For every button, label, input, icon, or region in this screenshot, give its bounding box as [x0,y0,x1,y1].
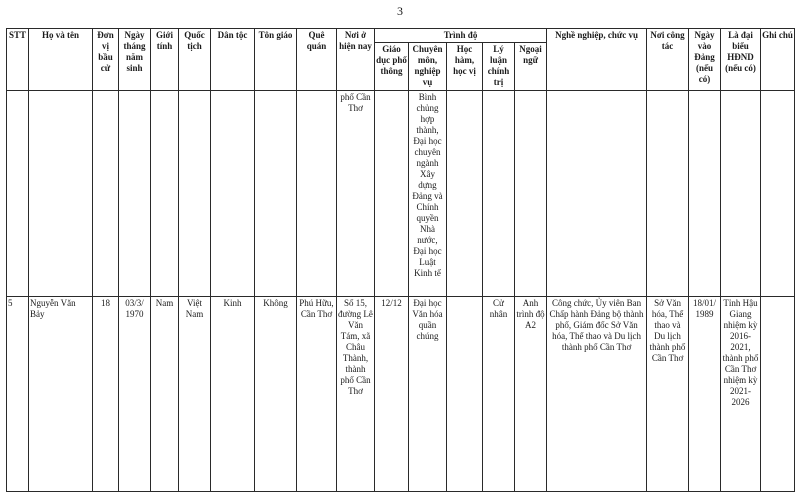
cell-ethnicity [211,91,255,297]
cell-stt [7,91,29,297]
cell-religion: Không [255,297,297,492]
page-number: 3 [397,4,403,18]
cell-party-date [689,91,721,297]
header-occupation: Nghề nghiệp, chức vụ [547,29,647,91]
cell-language [515,91,547,297]
table-row [7,297,795,492]
cell-party-date: 18/01/ 1989 [689,297,721,492]
cell-workplace [647,91,689,297]
cell-stt: 5 [7,297,29,492]
cell-name [29,91,93,297]
header-political: Lý luận chính trị [483,43,515,91]
cell-occupation [547,91,647,297]
cell-occupation: Công chức, Ủy viên Ban Chấp hành Đảng bộ thành phố, Giám đốc Sở Văn hóa, Thể thao và Du lịch thành phố Cần Thơ [547,297,647,492]
header-dob: Ngày tháng năm sinh [119,29,151,91]
header-education-group: Trình độ [375,29,547,43]
cell-name: Nguyễn Văn Bảy [29,297,93,492]
cell-residence: phố Cần Thơ [337,91,375,297]
cell-notes [761,297,795,492]
header-nationality: Quốc tịch [179,29,211,91]
header-party-date: Ngày vào Đảng (nếu có) [689,29,721,91]
cell-political [483,91,515,297]
header-general-edu: Giáo dục phổ thông [375,43,409,91]
cell-language: Anh trình độ A2 [515,297,547,492]
cell-professional: Bình chủng hợp thành, Đại học chuyên ngành Xây dựng Đảng và Chính quyền Nhà nước, Đại học Luật Kinh tế [409,91,447,297]
cell-hometown: Phú Hữu, Cần Thơ [297,297,337,492]
cell-nationality: Việt Nam [179,297,211,492]
cell-dob: 03/3/ 1970 [119,297,151,492]
header-ethnicity: Dân tộc [211,29,255,91]
cell-religion [255,91,297,297]
header-residence: Nơi ở hiện nay [337,29,375,91]
header-religion: Tôn giáo [255,29,297,91]
header-gender: Giới tính [151,29,179,91]
cell-academic [447,91,483,297]
cell-professional: Đại học Văn hóa quần chúng [409,297,447,492]
cell-general-edu: 12/12 [375,297,409,492]
header-hometown: Quê quán [297,29,337,91]
header-notes: Ghi chú [761,29,795,91]
header-workplace: Nơi công tác [647,29,689,91]
cell-unit: 18 [93,297,119,492]
cell-nationality [179,91,211,297]
cell-hometown [297,91,337,297]
cell-gender [151,91,179,297]
header-name: Họ và tên [29,29,93,91]
cell-notes [761,91,795,297]
header-delegate: Là đại biểu HĐND (nếu có) [721,29,761,91]
cell-ethnicity: Kinh [211,297,255,492]
cell-political: Cử nhân [483,297,515,492]
header-academic: Học hàm, học vị [447,43,483,91]
cell-workplace: Sở Văn hóa, Thể thao và Du lịch thành phố Cần Thơ [647,297,689,492]
cell-gender: Nam [151,297,179,492]
header-stt: STT [7,29,29,91]
cell-general-edu [375,91,409,297]
header-unit: Đơn vị bầu cử [93,29,119,91]
cell-residence: Số 15, đường Lê Văn Tám, xã Châu Thành, thành phố Cần Thơ [337,297,375,492]
cell-delegate: Tỉnh Hậu Giang nhiệm kỳ 2016-2021, thành phố Cần Thơ nhiệm kỳ 2021-2026 [721,297,761,492]
cell-unit [93,91,119,297]
cell-academic [447,297,483,492]
candidate-table [6,28,795,492]
cell-delegate [721,91,761,297]
header-language: Ngoại ngữ [515,43,547,91]
header-professional: Chuyên môn, nghiệp vụ [409,43,447,91]
table-row-continued [7,91,795,297]
cell-dob [119,91,151,297]
